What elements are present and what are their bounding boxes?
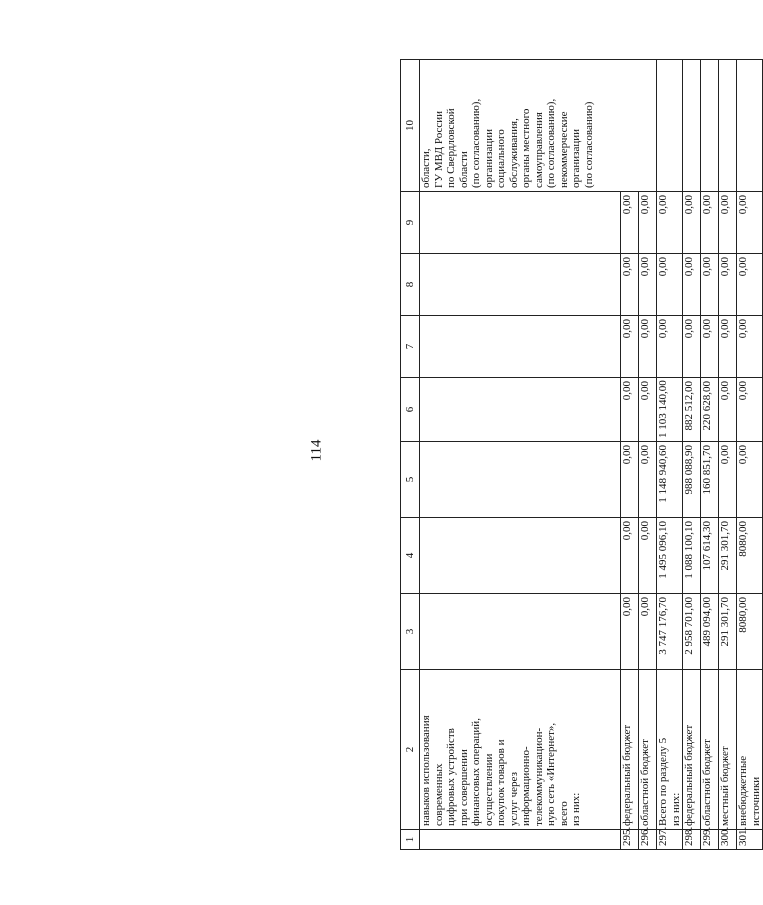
column-header: 2 <box>401 670 420 830</box>
table-row <box>683 60 701 850</box>
table-row-main <box>420 60 621 850</box>
value-cell: 1 088 100,10 <box>683 518 701 594</box>
value-cell: 1 148 940,60 <box>657 442 683 518</box>
value-cell: 0,00 <box>657 316 683 378</box>
column-header: 4 <box>401 518 420 594</box>
value-cell: 0,00 <box>657 192 683 254</box>
value-cell: 0,00 <box>719 254 737 316</box>
value-cell: 8080,00 <box>737 518 763 594</box>
value-cell: 0,00 <box>719 316 737 378</box>
table-cell <box>420 254 621 316</box>
budget-table <box>400 59 763 850</box>
value-cell: 0,00 <box>719 192 737 254</box>
value-cell: 0,00 <box>719 378 737 442</box>
row-number: 299. <box>701 830 719 850</box>
value-cell: 0,00 <box>621 254 639 316</box>
value-cell: 2 958 701,00 <box>683 594 701 670</box>
row-name: федеральный бюджет <box>621 670 639 830</box>
table-row <box>737 60 763 850</box>
row-number: 295. <box>621 830 639 850</box>
table-cell <box>701 60 719 192</box>
row-number: 300. <box>719 830 737 850</box>
table-row <box>657 60 683 850</box>
page-number: 114 <box>308 439 325 462</box>
value-cell: 0,00 <box>621 316 639 378</box>
value-cell: 291 301,70 <box>719 594 737 670</box>
value-cell: 0,00 <box>737 316 763 378</box>
table-cell <box>420 316 621 378</box>
value-cell: 0,00 <box>657 254 683 316</box>
value-cell: 0,00 <box>621 442 639 518</box>
table-row <box>719 60 737 850</box>
row-number: 296. <box>639 830 657 850</box>
table-cell <box>420 442 621 518</box>
column-header: 3 <box>401 594 420 670</box>
table-cell <box>657 60 683 192</box>
value-cell: 8080,00 <box>737 594 763 670</box>
column-header: 9 <box>401 192 420 254</box>
value-cell: 0,00 <box>639 378 657 442</box>
row-name: Всего по разделу 5 из них: <box>657 670 683 830</box>
value-cell: 0,00 <box>737 378 763 442</box>
row-name: федеральный бюджет <box>683 670 701 830</box>
value-cell: 988 088,90 <box>683 442 701 518</box>
value-cell: 1 495 096,10 <box>657 518 683 594</box>
value-cell: 291 301,70 <box>719 518 737 594</box>
table-cell <box>683 60 701 192</box>
table-cell <box>719 60 737 192</box>
value-cell: 0,00 <box>701 254 719 316</box>
value-cell: 489 094,00 <box>701 594 719 670</box>
value-cell: 0,00 <box>639 594 657 670</box>
row-name: областной бюджет <box>639 670 657 830</box>
row-name: навыков использования современных цифровых устройств при совершении финансовых операций, осуществлении покупок товаров и услуг через информационно- телекоммуникацион- ную сеть «Интернет», всего из них: <box>420 670 621 830</box>
value-cell: 0,00 <box>621 594 639 670</box>
value-cell: 0,00 <box>639 254 657 316</box>
value-cell: 0,00 <box>639 442 657 518</box>
column-header: 8 <box>401 254 420 316</box>
value-cell: 0,00 <box>621 518 639 594</box>
row-name: внебюджетные источники <box>737 670 763 830</box>
executors-cell: области, ГУ МВД России по Свердловской области (по согласованию), организации социального обслуживания, органы местного самоуправления (по согласованию), некоммерческие организации (по согласованию) <box>420 60 657 192</box>
value-cell: 0,00 <box>737 254 763 316</box>
row-name: областной бюджет <box>701 670 719 830</box>
table-cell <box>420 192 621 254</box>
value-cell: 0,00 <box>683 192 701 254</box>
value-cell: 0,00 <box>683 254 701 316</box>
table-cell <box>420 518 621 594</box>
value-cell: 0,00 <box>639 518 657 594</box>
column-header: 10 <box>401 60 420 192</box>
row-number: 298. <box>683 830 701 850</box>
value-cell: 0,00 <box>719 442 737 518</box>
rotated-table-container <box>400 60 762 850</box>
row-number: 297. <box>657 830 683 850</box>
row-number <box>420 830 621 850</box>
value-cell: 0,00 <box>639 192 657 254</box>
value-cell: 0,00 <box>701 316 719 378</box>
value-cell: 0,00 <box>737 442 763 518</box>
value-cell: 107 614,30 <box>701 518 719 594</box>
column-header: 1 <box>401 830 420 850</box>
table-cell <box>420 594 621 670</box>
column-header: 7 <box>401 316 420 378</box>
value-cell: 0,00 <box>701 192 719 254</box>
table-cell <box>737 60 763 192</box>
value-cell: 220 628,00 <box>701 378 719 442</box>
row-number: 301. <box>737 830 763 850</box>
value-cell: 0,00 <box>621 378 639 442</box>
value-cell: 160 851,70 <box>701 442 719 518</box>
value-cell: 3 747 176,70 <box>657 594 683 670</box>
table-row <box>701 60 719 850</box>
value-cell: 1 103 140,00 <box>657 378 683 442</box>
row-name: местный бюджет <box>719 670 737 830</box>
value-cell: 0,00 <box>639 316 657 378</box>
value-cell: 0,00 <box>683 316 701 378</box>
column-header: 5 <box>401 442 420 518</box>
table-cell <box>420 378 621 442</box>
column-header: 6 <box>401 378 420 442</box>
value-cell: 882 512,00 <box>683 378 701 442</box>
value-cell: 0,00 <box>737 192 763 254</box>
header-row <box>401 60 420 850</box>
value-cell: 0,00 <box>621 192 639 254</box>
